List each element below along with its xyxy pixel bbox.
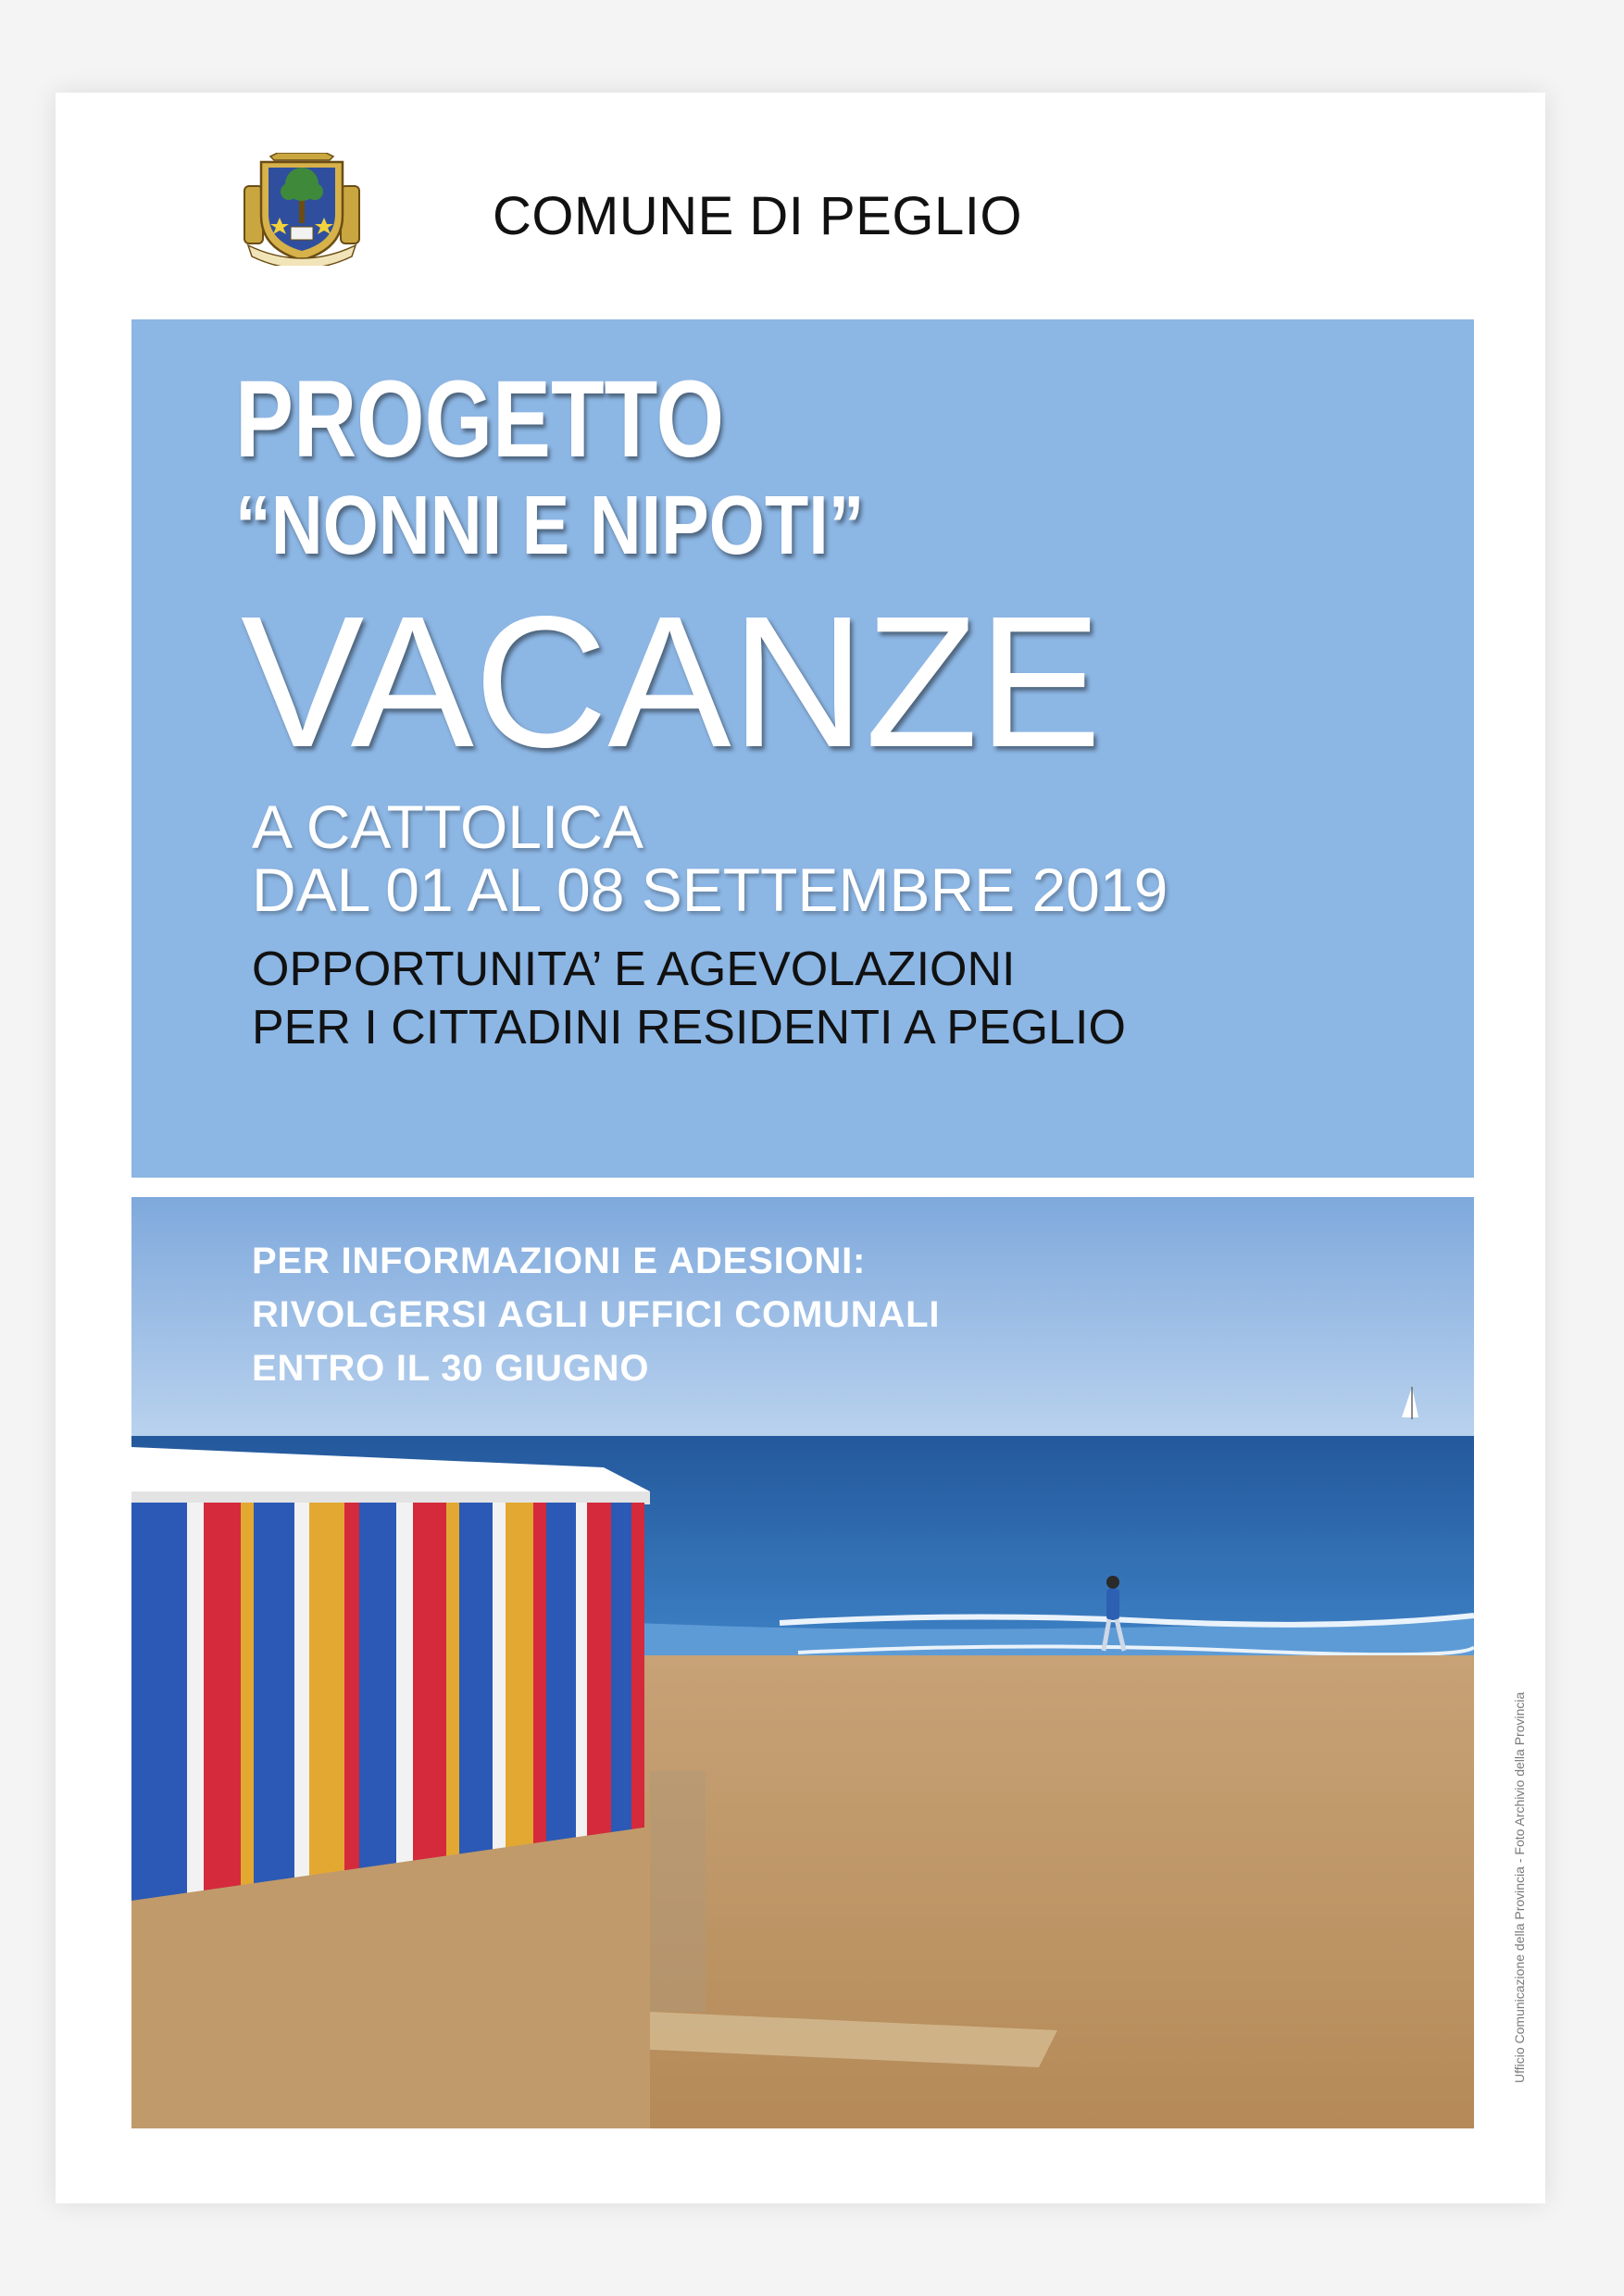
- info-line-1: PER INFORMAZIONI E ADESIONI:: [252, 1241, 867, 1281]
- headline-panel: [131, 319, 1474, 1178]
- beach-cabins: [131, 1447, 650, 2128]
- info-line-2: RIVOLGERSI AGLI UFFICI COMUNALI: [252, 1294, 941, 1335]
- photo-credit: Ufficio Comunicazione della Provincia - Foto Archivio della Provincia: [1512, 1691, 1527, 2083]
- poster-sheet: [56, 93, 1545, 2203]
- dates-text: DAL 01 AL 08 SETTEMBRE 2019: [252, 855, 1168, 924]
- headline-vacation: VACANZE: [241, 577, 1102, 786]
- offer-text-line2: PER I CITTADINI RESIDENTI A PEGLIO: [252, 1001, 1126, 1054]
- offer-text-line1: OPPORTUNITA’ E AGEVOLAZIONI: [252, 942, 1016, 996]
- destination-text: A CATTOLICA: [252, 792, 644, 861]
- info-line-3: ENTRO IL 30 GIUGNO: [252, 1348, 650, 1389]
- municipal-crest-icon: [237, 153, 367, 266]
- headline-project-name: “NONNI E NIPOTI”: [235, 480, 865, 572]
- headline-project: PROGETTO: [235, 358, 725, 480]
- municipality-name: COMUNE DI PEGLIO: [493, 186, 1022, 246]
- beach-cabins-photo: [131, 1197, 1474, 2128]
